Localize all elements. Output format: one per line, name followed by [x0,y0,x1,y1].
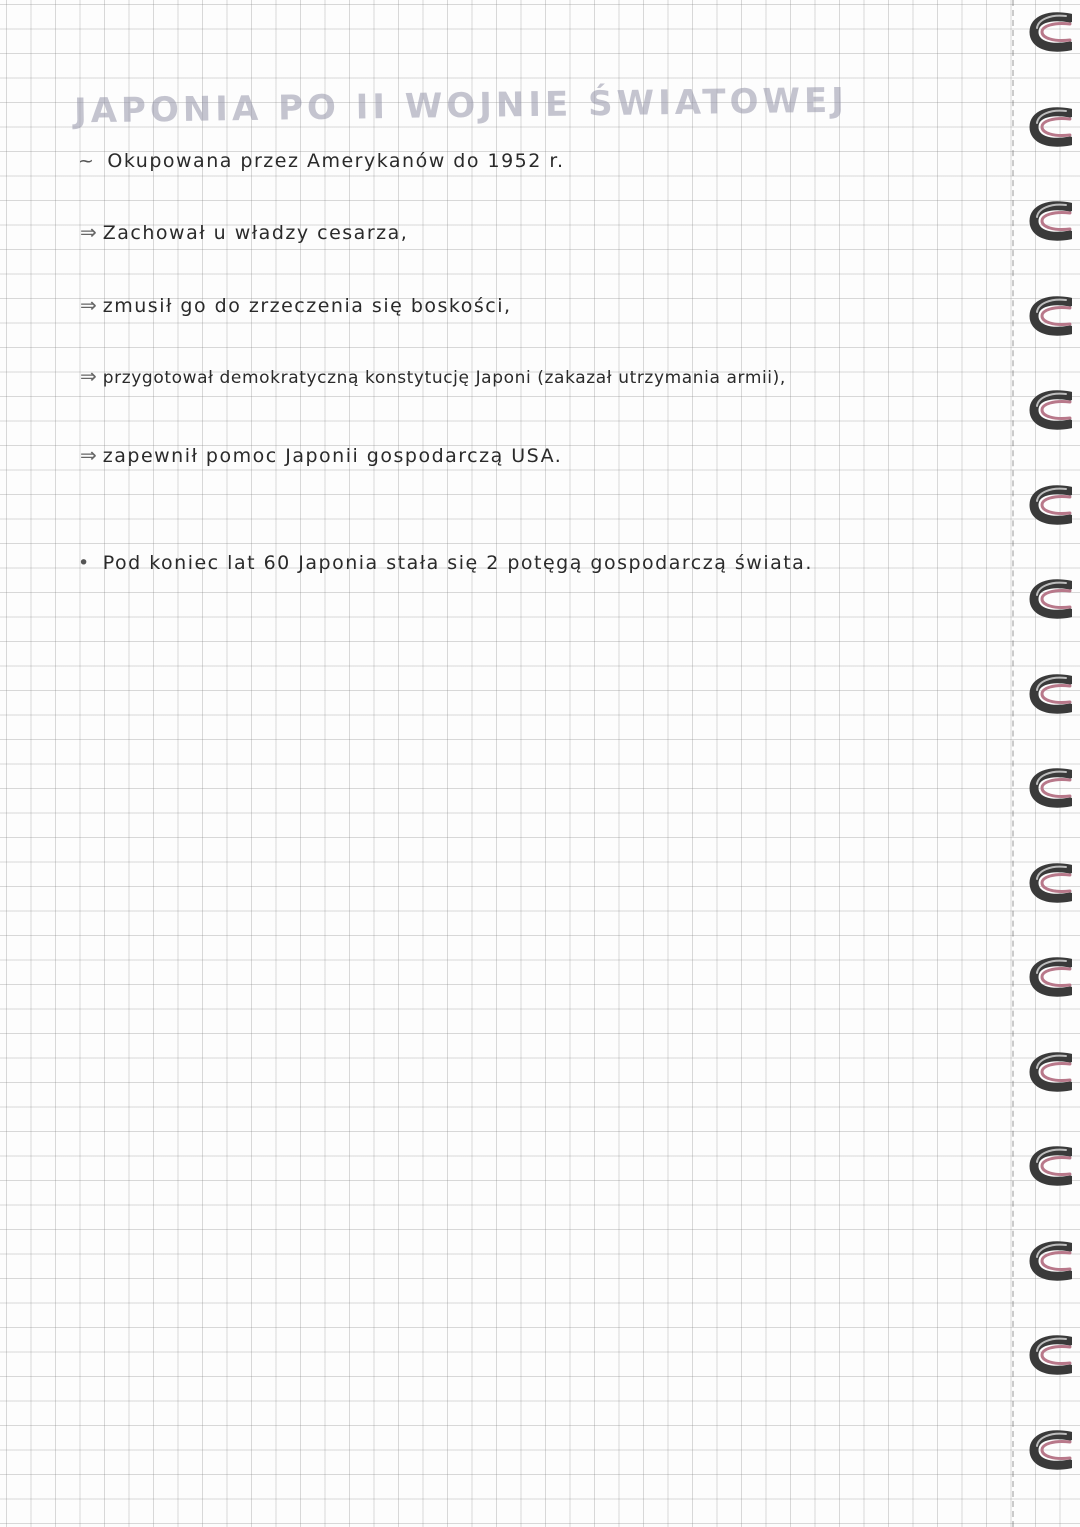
summary-text: Pod koniec lat 60 Japonia stała się 2 potęgą gospodarczą świata. [102,552,813,574]
binding-ring-icon [1026,955,1072,999]
binding-ring-icon [1026,105,1072,149]
intro-line [78,150,565,172]
arrow-icon: ⇒ [80,293,91,317]
list-item-text: zapewnił pomoc Japonii gospodarczą USA. [102,445,563,467]
binding-ring-icon [1026,294,1072,338]
list-item-text: Zachował u władzy cesarza, [102,222,409,244]
binding-ring-icon [1026,766,1072,810]
list-item-text: zmusił go do zrzeczenia się boskości, [102,295,512,317]
binding-ring-icon [1026,577,1072,621]
page-title: JAPONIA PO II WOJNIE ŚWIATOWEJ [73,80,849,132]
list-item [80,443,562,467]
arrow-icon: ⇒ [80,443,91,467]
binding-ring-icon [1026,1333,1072,1377]
arrow-icon: ⇒ [80,364,91,388]
intro-text: Okupowana przez Amerykanów do 1952 r. [107,150,565,172]
binding-ring-icon [1026,1428,1072,1472]
summary-line [78,552,813,574]
binding-ring-icon [1026,861,1072,905]
binding-ring-icon [1026,672,1072,716]
list-item-text: przygotował demokratyczną konstytucję Japoni (zakazał utrzymania armii), [102,368,786,388]
binding-ring-icon [1026,483,1072,527]
binding-ring-icon [1026,1239,1072,1283]
list-item [80,364,786,388]
list-item [80,293,512,317]
binding-ring-icon [1026,1050,1072,1094]
binding-ring-icon [1026,388,1072,432]
binding-ring-icon [1026,199,1072,243]
binding-ring-icon [1026,10,1072,54]
binding-ring-icon [1026,1144,1072,1188]
arrow-icon: ⇒ [80,220,91,244]
bullet-icon: • [78,552,91,574]
list-item [80,220,408,244]
tilde-marker: ~ [78,150,96,172]
margin-line [1012,0,1014,1527]
